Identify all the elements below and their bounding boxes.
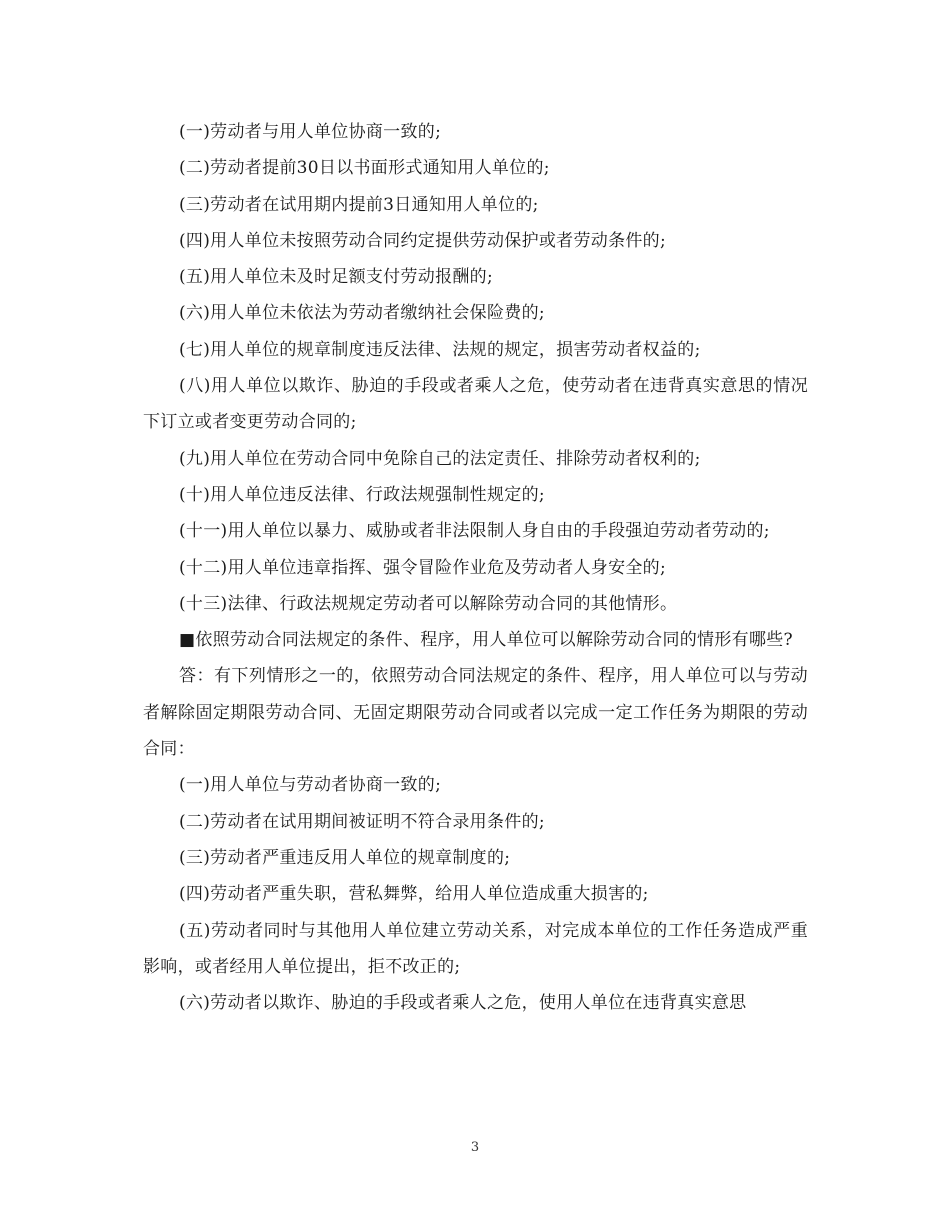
page-number: 3 xyxy=(470,1140,480,1155)
paragraph: (十一)用人单位以暴力、威胁或者非法限制人身自由的手段强迫劳动者劳动的; xyxy=(179,521,770,542)
paragraph: (八)用人单位以欺诈、胁迫的手段或者乘人之危，使劳动者在违背真实意思的情况下订立或者变更劳动合同的; xyxy=(143,376,808,433)
paragraph: (十二)用人单位违章指挥、强令冒险作业危及劳动者人身安全的; xyxy=(179,557,666,578)
paragraph: (九)用人单位在劳动合同中免除自己的法定责任、排除劳动者权利的; xyxy=(179,448,701,469)
answer-paragraph: 答：有下列情形之一的，依照劳动合同法规定的条件、程序，用人单位可以与劳动者解除固定期限劳动合同、无固定期限劳动合同或者以完成一定工作任务为期限的劳动合同： xyxy=(143,666,808,760)
paragraph: (三)劳动者在试用期内提前3日通知用人单位的; xyxy=(179,194,539,215)
paragraph: (五)用人单位未及时足额支付劳动报酬的; xyxy=(179,267,493,288)
paragraph: (十)用人单位违反法律、行政法规强制性规定的; xyxy=(179,484,545,505)
paragraph: (五)劳动者同时与其他用人单位建立劳动关系，对完成本单位的工作任务造成严重影响，或者经用人单位提出，拒不改正的; xyxy=(143,920,808,977)
paragraph: (二)劳动者提前30日以书面形式通知用人单位的; xyxy=(179,158,550,179)
paragraph: (一)用人单位与劳动者协商一致的; xyxy=(179,775,442,796)
paragraph: (三)劳动者严重违反用人单位的规章制度的; xyxy=(179,847,511,868)
paragraph: (六)用人单位未依法为劳动者缴纳社会保险费的; xyxy=(179,303,545,324)
paragraph: (四)劳动者严重失职，营私舞弊，给用人单位造成重大损害的; xyxy=(179,884,649,905)
question-heading: ■依照劳动合同法规定的条件、程序，用人单位可以解除劳动合同的情形有哪些? xyxy=(179,630,793,651)
paragraph: (十三)法律、行政法规规定劳动者可以解除劳动合同的其他情形。 xyxy=(179,593,678,614)
paragraph: (七)用人单位的规章制度违反法律、法规的规定，损害劳动者权益的; xyxy=(179,339,701,360)
paragraph: (一)劳动者与用人单位协商一致的; xyxy=(179,122,442,142)
paragraph: (四)用人单位未按照劳动合同约定提供劳动保护或者劳动条件的; xyxy=(179,230,666,251)
paragraph: (二)劳动者在试用期间被证明不符合录用条件的; xyxy=(179,811,545,832)
paragraph: (六)劳动者以欺诈、胁迫的手段或者乘人之危，使用人单位在违背真实意思 xyxy=(179,993,747,1014)
document-body xyxy=(143,114,808,1021)
